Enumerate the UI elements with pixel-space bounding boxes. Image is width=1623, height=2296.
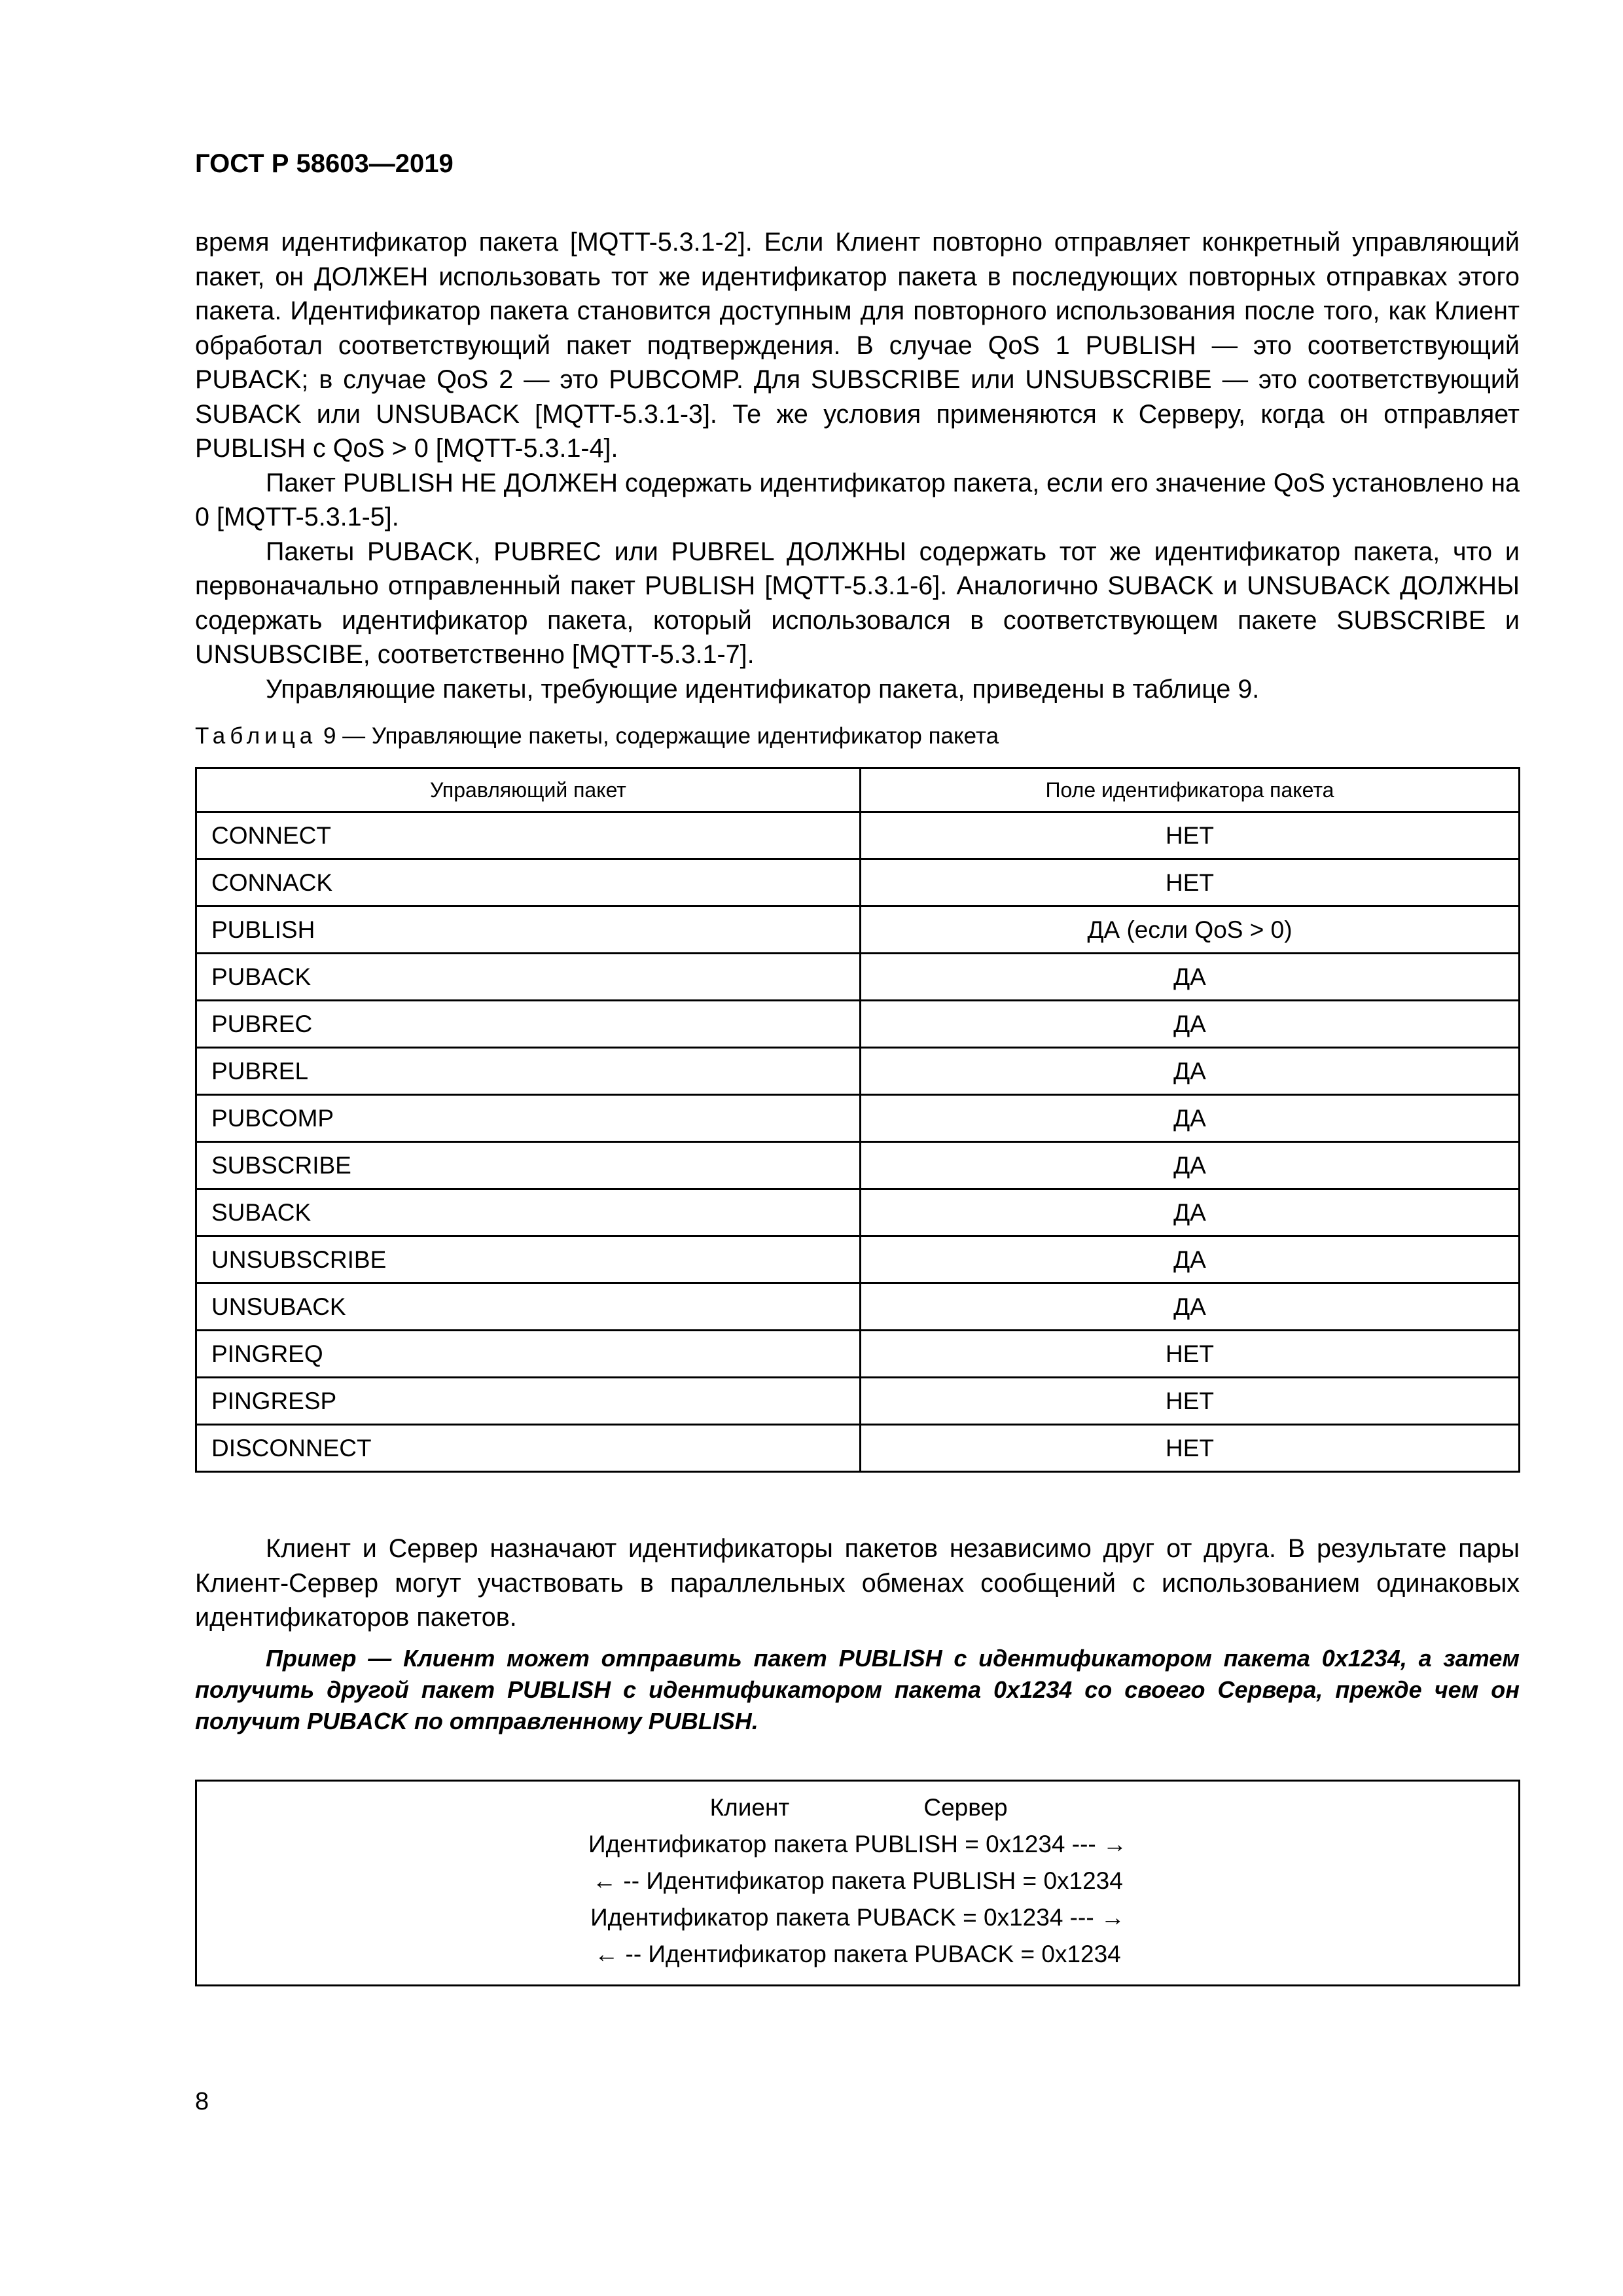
table-row [196,1425,1520,1472]
packet-id-field-cell: ДА [861,1283,1520,1331]
table-row [196,1048,1520,1095]
paragraph: Управляющие пакеты, требующие идентификатор пакета, приведены в таблице 9. [266,674,1260,704]
table-row [196,1189,1520,1236]
packet-id-field-cell: НЕТ [861,812,1520,859]
paragraph: время идентификатор пакета [MQTT-5.3.1-2]. Если Клиент повторно отправляет конкретный управляющий пакет, он ДОЛЖЕН использовать тот же идентификатор пакета в последующих повторных отправках этого пакета. Идентификатор пакета становится доступным для повторного использования после того, как Клиент обработал соответствующий пакет подтверждения. В случае QoS 1 PUBLISH — это соответствующий PUBACK; в случае QoS 2 — это PUBCOMP. Для SUBSCRIBE или UNSUBSCRIBE — это соответствующий SUBACK или UNSUBACK [MQTT-5.3.1-3]. Те же условия применяются к Серверу, когда он отправляет PUBLISH с QoS > 0 [MQTT-5.3.1-4]. [195,228,1520,463]
packet-id-field-cell: НЕТ [861,859,1520,906]
packet-id-field-cell: ДА (если QoS > 0) [861,906,1520,954]
table-row [196,954,1520,1001]
packet-name-cell: PUBREC [196,1001,861,1048]
packet-id-field-cell: ДА [861,1142,1520,1189]
packet-name-cell: CONNACK [196,859,861,906]
table-row [196,1001,1520,1048]
paragraph: Пакет PUBLISH НЕ ДОЛЖЕН содержать идентификатор пакета, если его значение QoS установлено на 0 [MQTT-5.3.1-5]. [195,468,1520,531]
table-row [196,859,1520,906]
exchange-line: Идентификатор пакета PUBLISH = 0x1234 --- → [588,1831,1127,1857]
packet-name-cell: SUBACK [196,1189,861,1236]
packet-id-table [195,767,1520,1473]
packet-id-field-cell: ДА [861,1095,1520,1142]
paragraph: Клиент и Сервер назначают идентификаторы пакетов независимо друг от друга. В результате пары Клиент-Сервер могут участвовать в параллельных обменах сообщений с использованием одинаковых идентификаторов пакетов. [195,1534,1520,1632]
packet-id-field-cell: НЕТ [861,1425,1520,1472]
table-row [196,906,1520,954]
packet-name-cell: UNSUBSCRIBE [196,1236,861,1283]
table-row [196,1331,1520,1378]
packet-id-field-cell: ДА [861,1048,1520,1095]
body-text-2 [195,1532,1520,1737]
packet-name-cell: DISCONNECT [196,1425,861,1472]
example-note: Пример — Клиент может отправить пакет PUBLISH с идентификатором пакета 0x1234, а затем получить другой пакет PUBLISH с идентификатором пакета 0x1234 со своего Сервера, прежде чем он получит PUBACK по отправленному PUBLISH. [195,1644,1520,1734]
table-row [196,812,1520,859]
body-text [195,225,1520,706]
packet-id-field-cell: НЕТ [861,1378,1520,1425]
packet-id-field-cell: ДА [861,1189,1520,1236]
exchange-line: ← -- Идентификатор пакета PUBLISH = 0x1234 [592,1867,1123,1894]
table-row [196,1095,1520,1142]
table-row [196,1142,1520,1189]
table-caption [195,723,999,749]
table-row [196,1236,1520,1283]
packet-name-cell: PINGREQ [196,1331,861,1378]
packet-name-cell: SUBSCRIBE [196,1142,861,1189]
packet-name-cell: PUBLISH [196,906,861,954]
table-header: Поле идентификатора пакета [861,768,1520,812]
table-row [196,1283,1520,1331]
exchange-box [195,1780,1520,1986]
packet-id-field-cell: ДА [861,1236,1520,1283]
table-caption-label: Таблица [195,723,317,749]
packet-name-cell: PINGRESP [196,1378,861,1425]
packet-id-field-cell: ДА [861,1001,1520,1048]
packet-name-cell: CONNECT [196,812,861,859]
table-caption-text: 9 — Управляющие пакеты, содержащие идентификатор пакета [323,723,999,749]
paragraph: Пакеты PUBACK, PUBREC или PUBREL ДОЛЖНЫ содержать тот же идентификатор пакета, что и первоначально отправленный пакет PUBLISH [MQTT-5.3.1-6]. Аналогично SUBACK и UNSUBACK ДОЛЖНЫ содержать идентификатор пакета, который использовался в соответствующем пакете SUBSCRIBE и UNSUBSCIBE, соответственно [MQTT-5.3.1-7]. [195,537,1520,669]
exchange-line: Идентификатор пакета PUBACK = 0x1234 --- → [590,1904,1125,1931]
exchange-line: ← -- Идентификатор пакета PUBACK = 0x1234 [594,1941,1121,1967]
packet-name-cell: PUBACK [196,954,861,1001]
server-label: Сервер [923,1794,1008,1821]
page-number: 8 [195,2088,209,2115]
packet-id-field-cell: ДА [861,954,1520,1001]
packet-name-cell: UNSUBACK [196,1283,861,1331]
packet-name-cell: PUBCOMP [196,1095,861,1142]
document-header: ГОСТ Р 58603—2019 [195,149,454,178]
packet-id-field-cell: НЕТ [861,1331,1520,1378]
table-row [196,1378,1520,1425]
client-label: Клиент [709,1794,790,1821]
packet-name-cell: PUBREL [196,1048,861,1095]
table-header: Управляющий пакет [196,768,861,812]
